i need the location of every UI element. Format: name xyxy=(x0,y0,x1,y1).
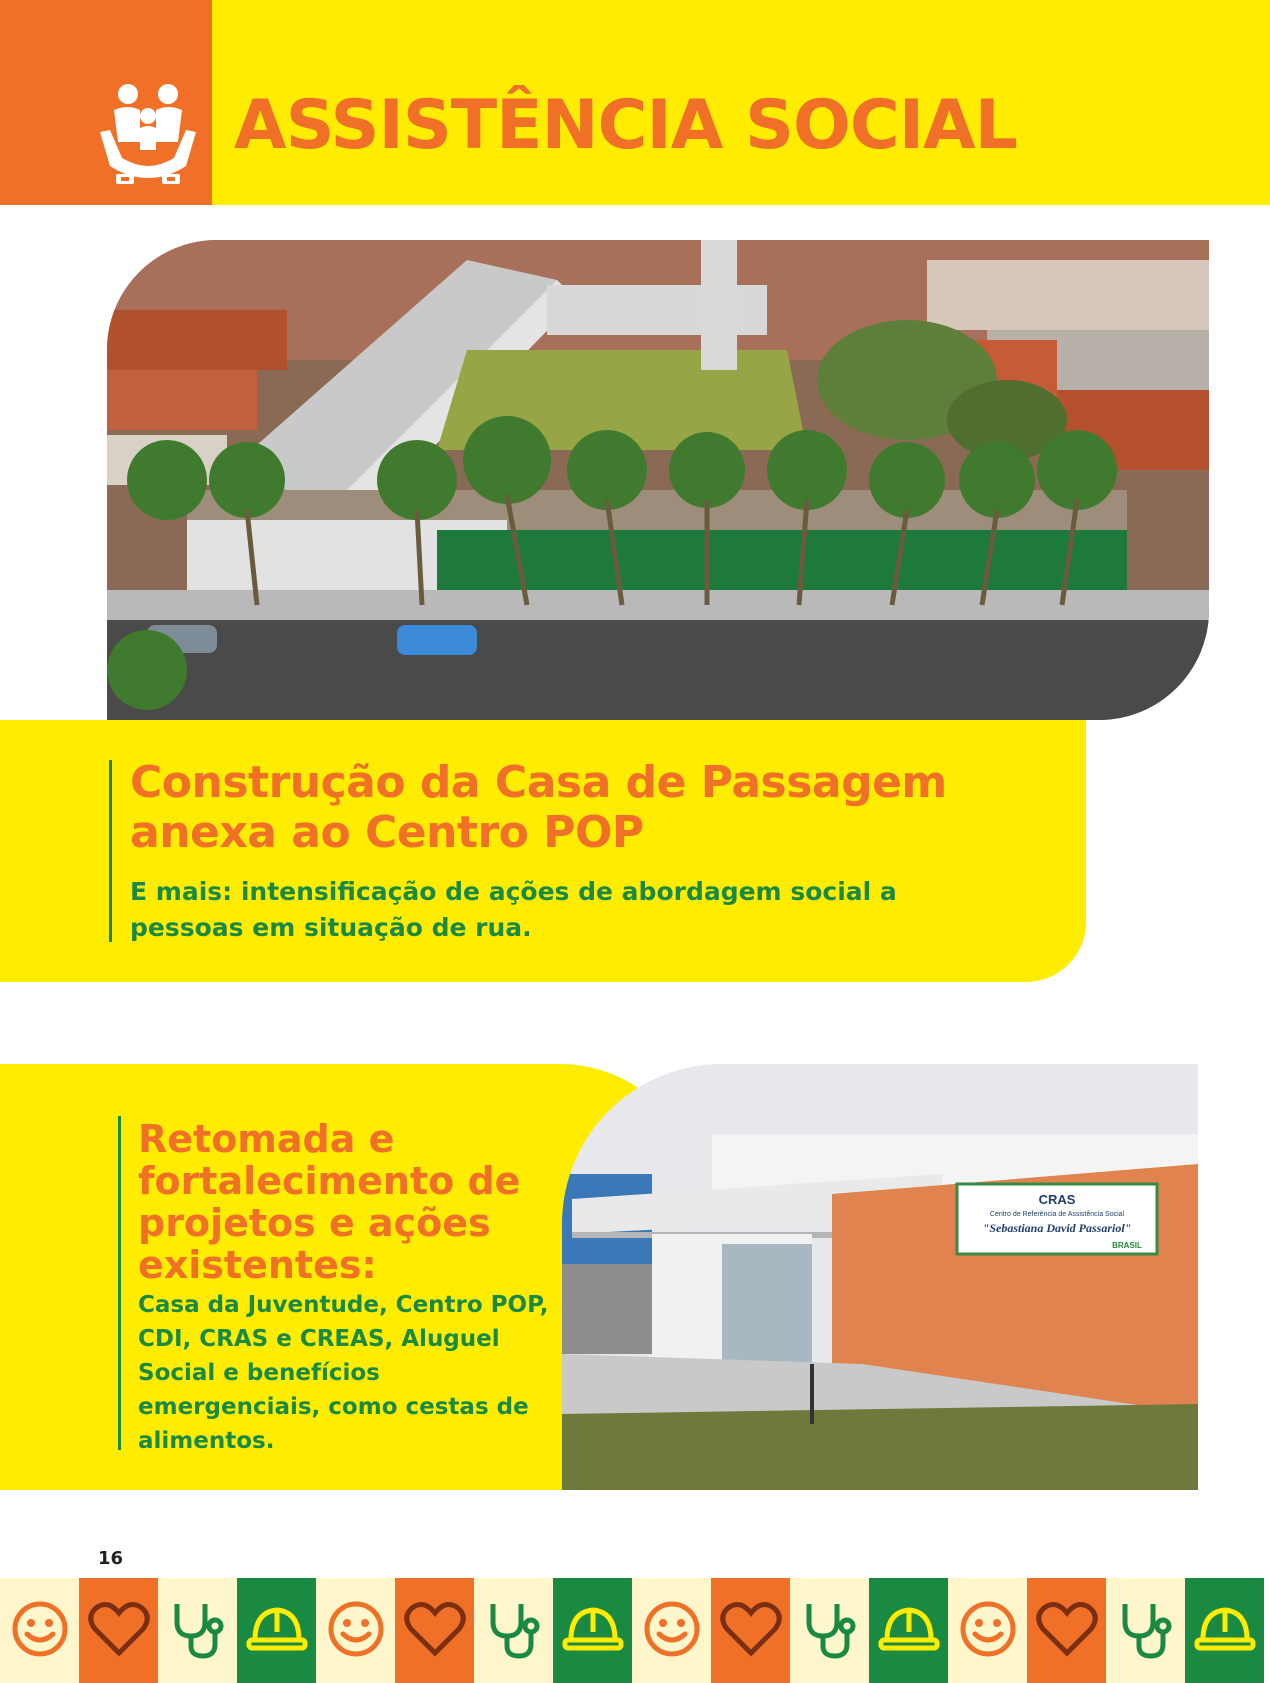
section2-heading: Retomada e fortalecimento de projetos e ações existentes: xyxy=(138,1117,521,1287)
smiley-icon xyxy=(11,1600,69,1662)
footer-tile xyxy=(158,1578,237,1683)
smiley-icon xyxy=(327,1600,385,1662)
footer-tile xyxy=(237,1578,316,1683)
footer-tile xyxy=(79,1578,158,1683)
footer-icon-pattern xyxy=(0,1578,1270,1683)
stethoscope-icon xyxy=(1115,1598,1177,1664)
hardhat-icon xyxy=(245,1602,309,1660)
footer-tile xyxy=(632,1578,711,1683)
stethoscope-icon xyxy=(483,1598,545,1664)
heart-icon xyxy=(404,1601,466,1661)
footer-tile xyxy=(869,1578,948,1683)
aerial-view-casa-de-passagem-photo xyxy=(107,240,1209,720)
cras-building-photo xyxy=(562,1064,1198,1490)
footer-tile xyxy=(790,1578,869,1683)
footer-tile xyxy=(1185,1578,1264,1683)
page-number: 16 xyxy=(98,1548,124,1569)
stethoscope-icon xyxy=(167,1598,229,1664)
family-in-hands-icon xyxy=(96,80,200,188)
page-title: ASSISTÊNCIA SOCIAL xyxy=(234,86,1017,165)
heart-icon xyxy=(1036,1601,1098,1661)
cras-sign-name: "Sebastiana David Passariol" xyxy=(982,1221,1132,1235)
footer-tile xyxy=(474,1578,553,1683)
hardhat-icon xyxy=(877,1602,941,1660)
heart-icon xyxy=(88,1601,150,1661)
stethoscope-icon xyxy=(799,1598,861,1664)
hardhat-icon xyxy=(561,1602,625,1660)
footer-tile xyxy=(711,1578,790,1683)
section1-heading: Construção da Casa de Passagem anexa ao Centro POP xyxy=(130,757,947,858)
section1-subheading: E mais: intensificação de ações de abordagem social a pessoas em situação de rua. xyxy=(130,877,897,942)
section1-accent-bar xyxy=(109,760,112,942)
cras-sign-title: CRAS xyxy=(1038,1192,1076,1207)
section2-accent-bar xyxy=(118,1116,121,1450)
smiley-icon xyxy=(643,1600,701,1662)
section2-body: Casa da Juventude, Centro POP, CDI, CRAS e CREAS, Aluguel Social e benefícios emergenciais, como cestas de alimentos. xyxy=(138,1292,549,1454)
footer-tile xyxy=(1027,1578,1106,1683)
footer-tile xyxy=(948,1578,1027,1683)
hardhat-icon xyxy=(1193,1602,1257,1660)
footer-tile xyxy=(395,1578,474,1683)
footer-tile xyxy=(553,1578,632,1683)
footer-tile xyxy=(0,1578,79,1683)
cras-sign-subtitle: Centro de Referência de Assistência Social xyxy=(989,1211,1125,1218)
heart-icon xyxy=(720,1601,782,1661)
smiley-icon xyxy=(959,1600,1017,1662)
cras-sign-country: BRASIL xyxy=(1112,1241,1142,1250)
footer-tile xyxy=(316,1578,395,1683)
footer-tile xyxy=(1106,1578,1185,1683)
